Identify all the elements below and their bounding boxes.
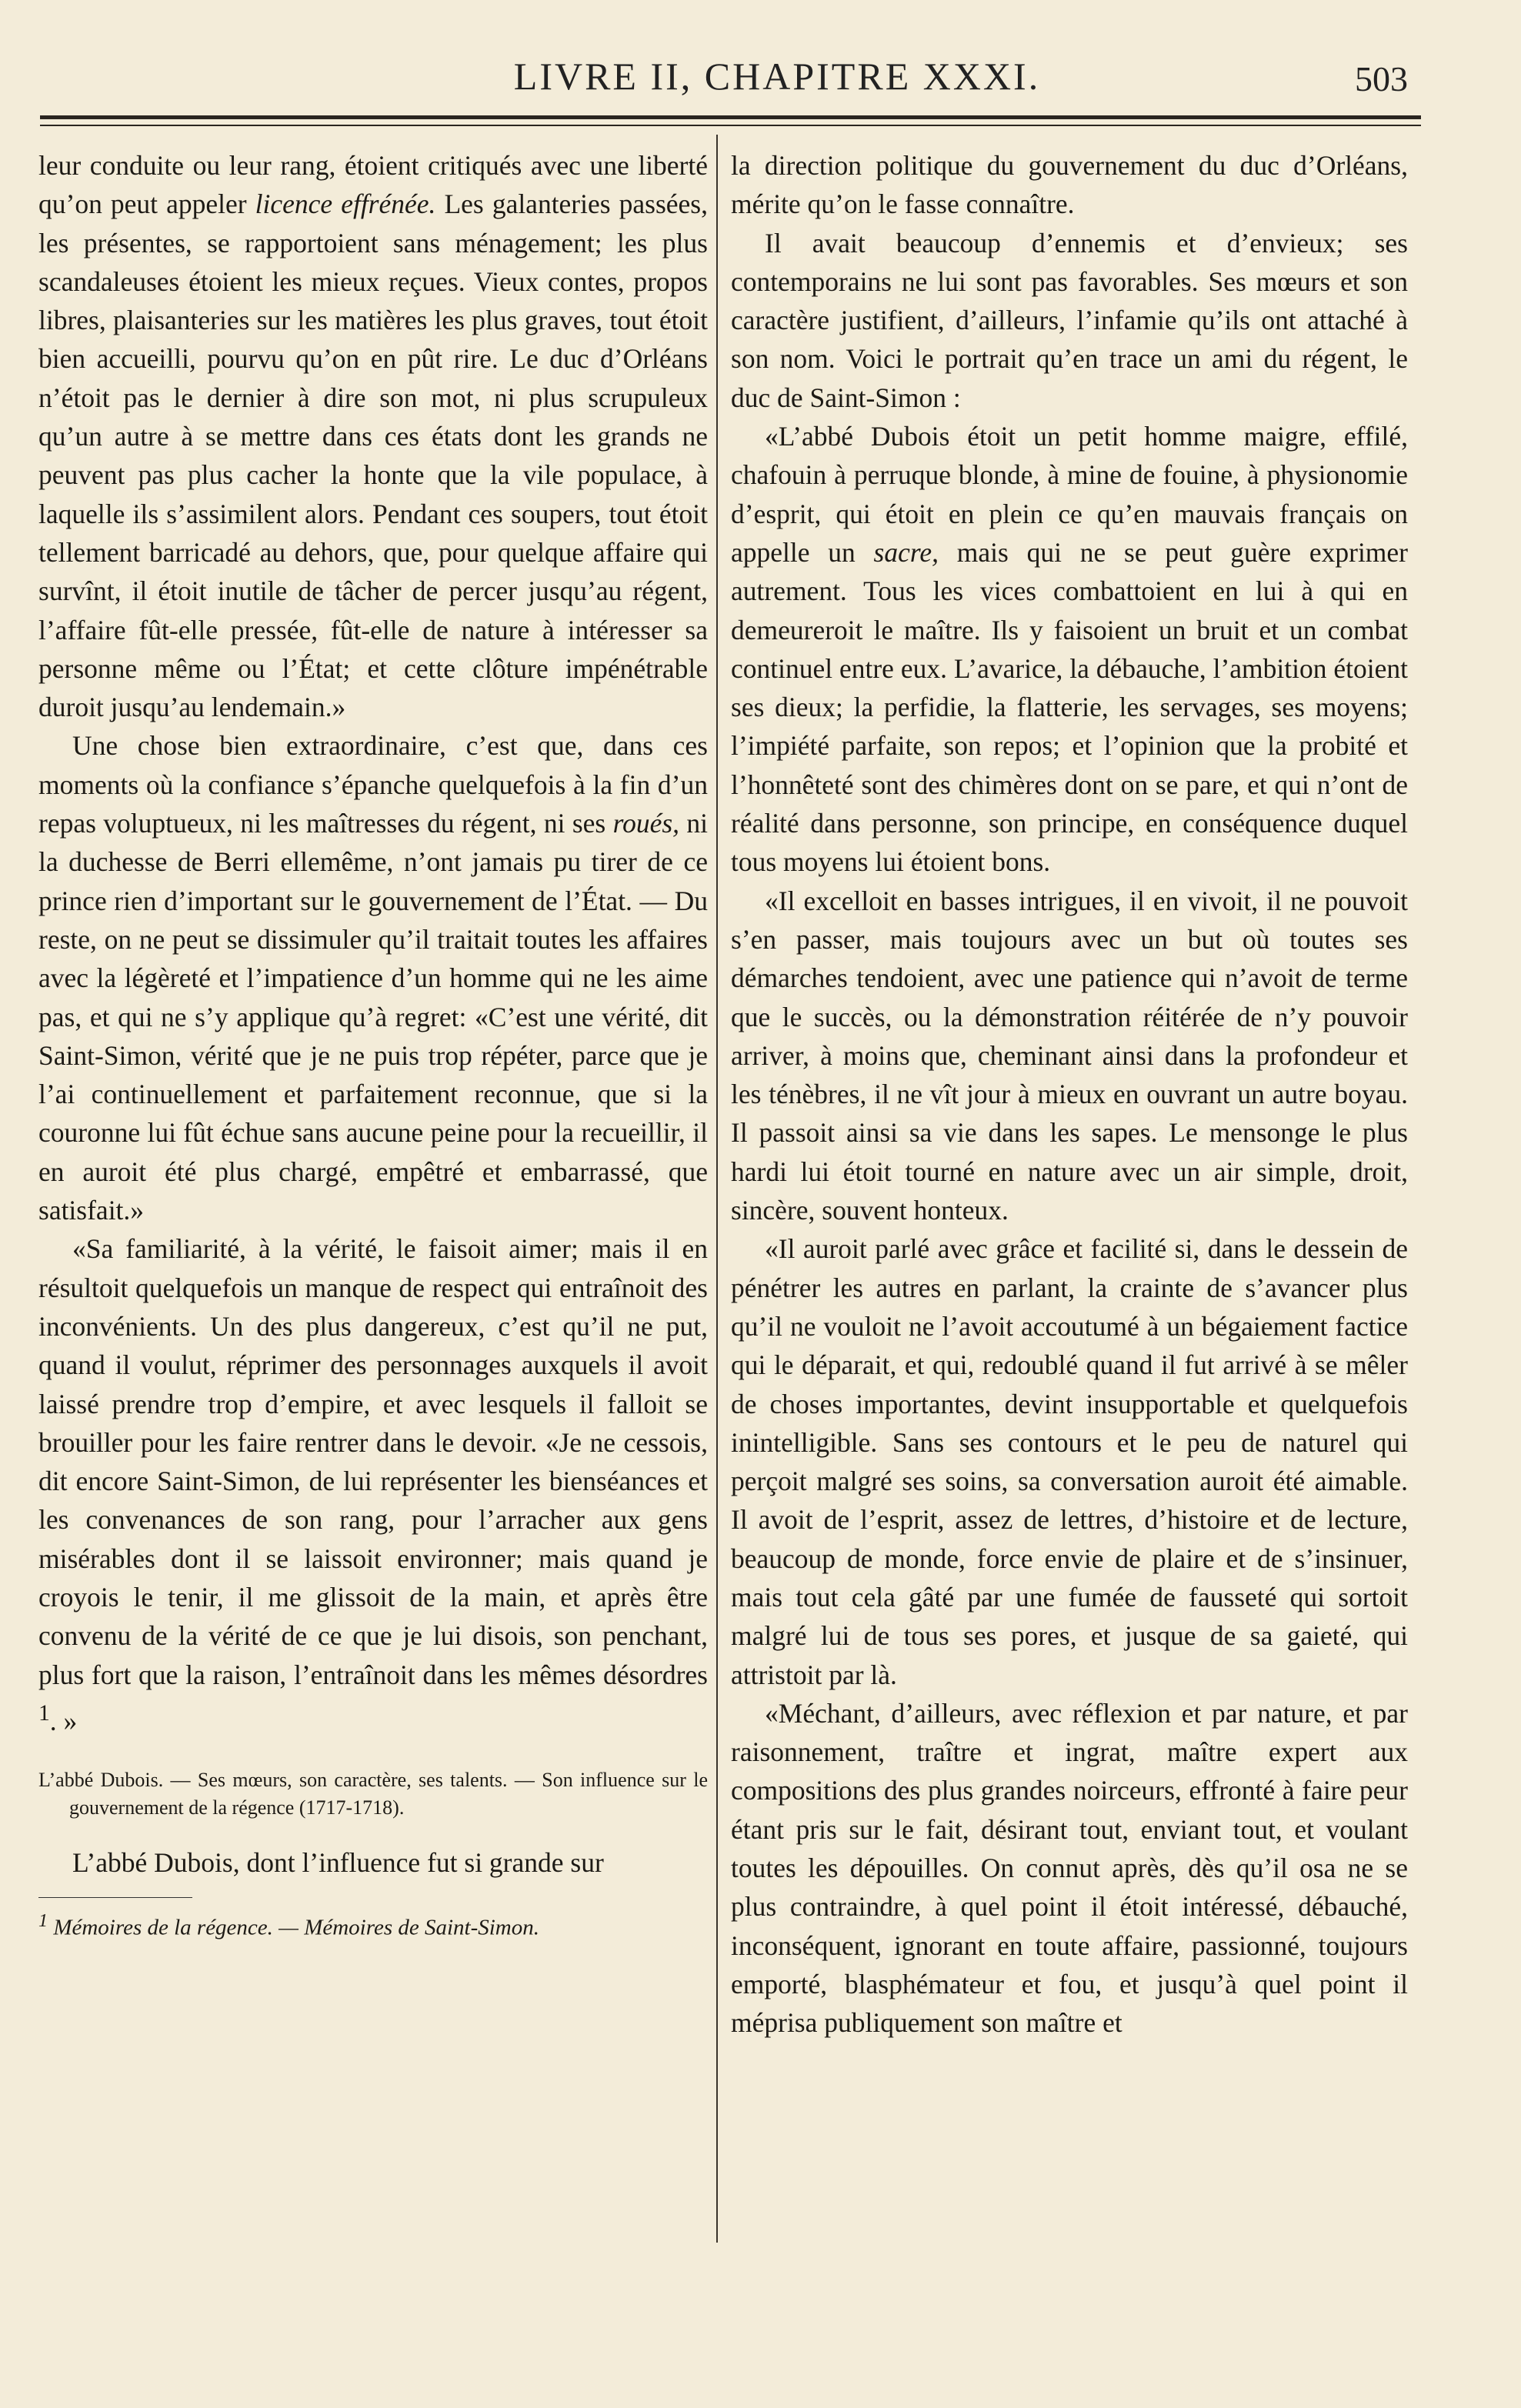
running-title: LIVRE II, CHAPITRE XXXI. bbox=[513, 55, 1041, 98]
right-column bbox=[731, 146, 1408, 2043]
section-summary: L’abbé Dubois. — Ses mœurs, son caractère, ses talents. — Son influence sur le gouvernement de la régence (1717-1718). bbox=[38, 1769, 708, 1819]
paragraph: la direction politique du gouvernement du duc d’Orléans, mérite qu’on le fasse connaître. bbox=[731, 150, 1408, 220]
paragraph: «Sa familiarité, à la vérité, le faisoit aimer; mais il en résultoit quelquefois un manque de respect qui entraînoit des inconvénients. Un des plus dangereux, c’est qu’il ne put, quand il voulut, réprimer des personnages auxquels il avoit laissé prendre trop d’empire, et avec lesquels il falloit se brouiller pour les faire rentrer dans le devoir. «Je ne cessois, dit encore Saint-Simon, de lui représenter les bienséances et les convenances de son rang, pour l’arracher aux gens misérables dont il se laissoit environner; mais quand je croyois le tenir, il me glissoit de la main, et après être convenu de la vérité de ce que je lui disois, son penchant, plus fort que la raison, l’entraînoit dans les mêmes désordres $^1$. » bbox=[38, 1233, 708, 1736]
footnote-rule bbox=[38, 1897, 192, 1898]
paragraph: «Il auroit parlé avec grâce et facilité si, dans le dessein de pénétrer les autres en parlant, la crainte de s’avancer plus qu’il ne vouloit ne l’avoit accoutumé à un bégaiement factice qui le déparait, et qui, redoublé quand il fut arrivé à se mêler de choses importantes, devint insupportable et quelquefois inintelligible. Sans ses contours et le peu de naturel qui perçoit malgré ses soins, sa conversation auroit été aimable. Il avoit de l’esprit, assez de lettres, d’histoire et de lecture, beaucoup de monde, force envie de plaire et de s’insinuer, mais tout cela gâté par une fumée de fausseté qui sortoit malgré lui de tous ses pores, et jusque de sa gaieté, qui attristoit par là. bbox=[731, 1233, 1408, 1690]
paragraph: «Il excelloit en basses intrigues, il en vivoit, il ne pouvoit s’en passer, mais toujours avec un but où toutes ses démarches tendoient, avec une patience qui n’avoit de terme que le succès, ou la démonstration réitérée de n’y pouvoir arriver, à moins que, cheminant ainsi dans la profondeur et les ténèbres, il ne vît jour à mieux en ouvrant un autre boyau. Il passoit ainsi sa vie dans les sapes. Le mensonge le plus hardi lui étoit tourné en nature avec un air simple, droit, sincère, souvent honteux. bbox=[731, 885, 1408, 1226]
paragraph: «L’abbé Dubois étoit un petit homme maigre, effilé, chafouin à perruque blonde, à mine de fouine, à physionomie d’esprit, qui étoit en plein ce qu’en mauvais français on appelle un sacre, mais qui ne se peut guère exprimer autrement. Tous les vices combattoient en lui à qui en demeureroit le maître. Ils y faisoient un bruit et un combat continuel entre eux. L’avarice, la débauche, l’ambition étoient ses dieux; la perfidie, la flatterie, les servages, ses moyens; l’impiété parfaite, son repos; et l’opinion que la probité et l’honnêteté sont des chimères dont on se pare, et qui n’ont de réalité dans personne, son principe, en conséquence duquel tous moyens lui étoient bons. bbox=[731, 421, 1408, 878]
paragraph: «Méchant, d’ailleurs, avec réflexion et par nature, et par raisonnement, traître et ingrat, maître expert aux compositions des plus grandes noirceurs, effronté à faire peur étant pris sur le fait, désirant tout, enviant tout, et voulant toutes les dépouilles. On connut après, dès qu’il osa ne se plus contraindre, à quel point il étoit intéressé, débauché, inconséquent, ignorant en toute affaire, passionné, toujours emporté, blasphémateur et fou, et jusqu’à quel point il méprisa publiquement son maître et bbox=[731, 1697, 1408, 2039]
column-divider bbox=[716, 135, 718, 2243]
page-header bbox=[0, 54, 1521, 115]
header-rule-thick bbox=[40, 115, 1421, 119]
page-number: 503 bbox=[1355, 59, 1408, 98]
paragraph: Il avait beaucoup d’ennemis et d’envieux; ses contemporains ne lui sont pas favorables. Ses mœurs et son caractère justifient, d’ailleurs, l’infamie qu’ils ont attaché à son nom. Voici le portrait qu’en trace un ami du régent, le duc de Saint-Simon : bbox=[731, 227, 1408, 413]
paragraph: L’abbé Dubois, dont l’influence fut si grande sur bbox=[72, 1847, 604, 1878]
footnote-reference: 1 bbox=[38, 1700, 50, 1726]
paragraph: Une chose bien extraordinaire, c’est que, dans ces moments où la confiance s’épanche quelquefois à la fin d’un repas voluptueux, ni les maîtresses du régent, ni ses roués, ni la duchesse de Berri ellemême, n’ont jamais pu tirer de ce prince rien d’important sur le gouvernement de l’État. — Du reste, on ne peut se dissimuler qu’il traitait toutes les affaires avec la légèreté et l’impatience d’un homme qui ne les aime pas, et qui ne s’y applique qu’à regret: «C’est une vérité, dit Saint-Simon, vérité que je ne puis trop répéter, parce que je l’ai continuellement et parfaitement reconnue, que si la couronne lui fût échue sans aucune peine pour la recueillir, il en auroit été plus chargé, empêtré et embarrassé, que satisfait.» bbox=[38, 730, 708, 1226]
left-column bbox=[38, 146, 708, 1943]
header-rule-thin bbox=[40, 125, 1421, 126]
footnote: $^1$ Mémoires de la régence. — Mémoires de Saint-Simon. bbox=[38, 1910, 539, 1940]
paragraph: leur conduite ou leur rang, étoient critiqués avec une liberté qu’on peut appeler licence effrénée. Les galanteries passées, les présentes, se rapportoient sans ménagement; les plus scandaleuses étoient les mieux reçues. Vieux contes, propos libres, plaisanteries sur les matières les plus graves, tout étoit bien accueilli, pourvu qu’on en pût rire. Le duc d’Orléans n’étoit pas le dernier à dire son mot, ni plus scrupuleux qu’un autre à se mettre dans ces états dont les grands ne peuvent pas plus cacher la honte que la vile populace, à laquelle ils s’assimilent alors. Pendant ces soupers, tout étoit tellement barricadé au dehors, que, pour quelque affaire qui survînt, il étoit inutile de tâcher de percer jusqu’au régent, l’affaire fût-elle pressée, fût-elle de nature à intéresser sa personne même ou l’État; et cette clôture impénétrable duroit jusqu’au lendemain.» bbox=[38, 150, 708, 723]
